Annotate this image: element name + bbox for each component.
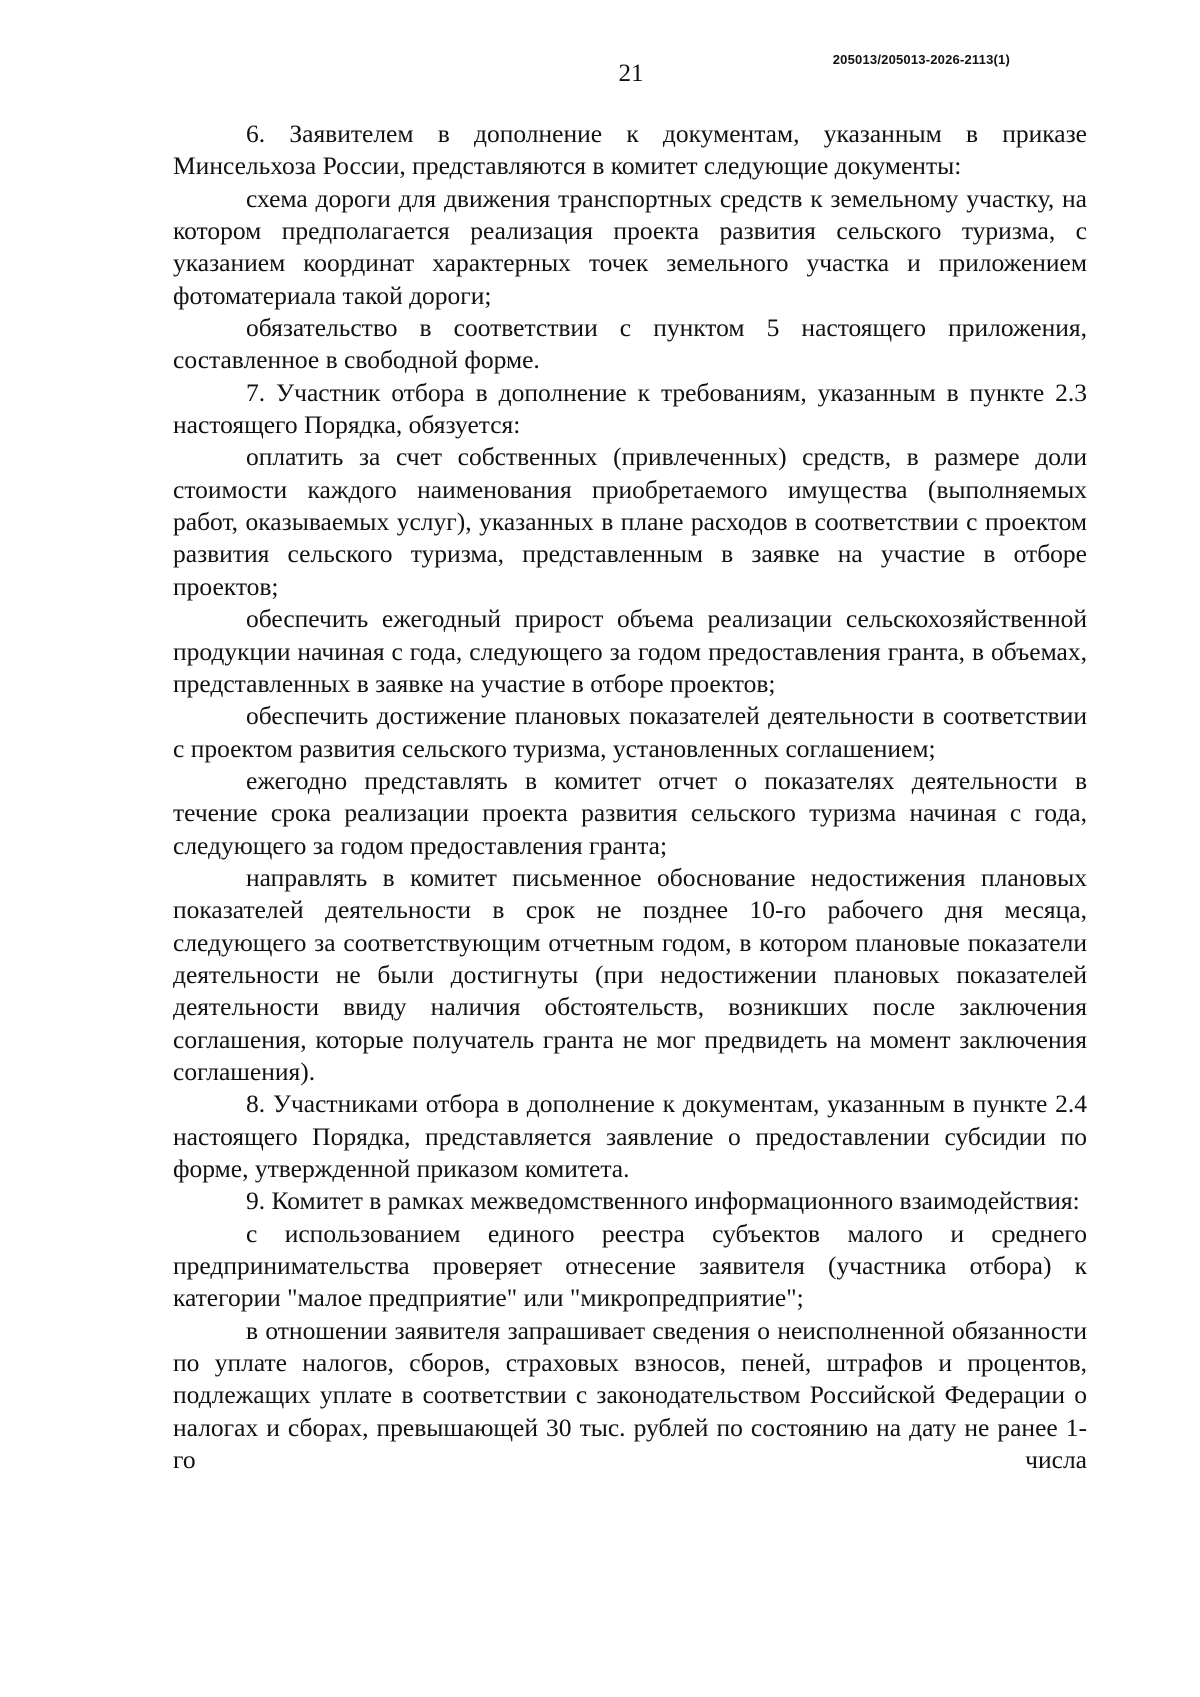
paragraph-road-scheme: схема дороги для движения транспортных средств к земельному участку, на котором предполагается реализация проекта развития сельского туризма, с указанием координат характерных точек земельного участка и приложением фотоматериала такой дороги; [173, 183, 1087, 310]
paragraph-tax-arrears: в отношении заявителя запрашивает сведения о неисполненной обязанности по уплате налогов, сборов, страховых взносов, пеней, штрафов и процентов, подлежащих уплате в соответствии с законодательством Российской Федерации о налогах и сборах, превышающей 30 тыс. рублей по состоянию на дату не ранее 1-го числа [173, 1315, 1087, 1475]
paragraph-pay-share: оплатить за счет собственных (привлеченных) средств, в размере доли стоимости каждого наименования приобретаемого имущества (выполняемых работ, оказываемых услуг), указанных в плане расходов в соответствии с проектом развития сельского туризма, представленным в заявке на участие в отборе проектов; [173, 442, 1087, 601]
paragraph-sme-registry: с использованием единого реестра субъектов малого и среднего предпринимательства проверяет отнесение заявителя (участника отбора) к категории "малое предприятие" или "микропредприятие"; [173, 1218, 1087, 1313]
paragraph-9: 9. Комитет в рамках межведомственного информационного взаимодействия: [246, 1186, 1080, 1216]
paragraph-7: 7. Участник отбора в дополнение к требованиям, указанным в пункте 2.3 настоящего Порядка, обязуется: [173, 377, 1087, 440]
document-body [173, 118, 1087, 1476]
paragraph-annual-report: ежегодно представлять в комитет отчет о показателях деятельности в течение срока реализации проекта развития сельского туризма начиная с года, следующего за годом предоставления гранта; [173, 765, 1087, 860]
paragraph-obligation: обязательство в соответствии с пунктом 5 настоящего приложения, составленное в свободной форме. [173, 313, 1087, 375]
paragraph-planned-indicators: обеспечить достижение плановых показателей деятельности в соответствии с проектом развития сельского туризма, установленных соглашением; [173, 701, 1087, 763]
paragraph-6: 6. Заявителем в дополнение к документам, указанным в приказе Минсельхоза России, представляются в комитет следующие документы: [173, 119, 1087, 181]
paragraph-annual-growth: обеспечить ежегодный прирост объема реализации сельскохозяйственной продукции начиная с года, следующего за годом предоставления гранта, в объемах, представленных в заявке на участие в отборе проектов; [173, 604, 1087, 698]
document-id: 205013/205013-2026-2113(1) [832, 52, 1010, 67]
page-number: 21 [618, 60, 644, 87]
paragraph-justification: направлять в комитет письменное обоснование недостижения плановых показателей деятельности в срок не позднее 10-го рабочего дня месяца, следующего за соответствующим отчетным годом, в котором плановые показатели деятельности не были достигнуты (при недостижении плановых показателей деятельности ввиду наличия обстоятельств, возникших после заключения соглашения, которые получатель гранта не мог предвидеть на момент заключения соглашения). [173, 862, 1087, 1086]
paragraph-8: 8. Участниками отбора в дополнение к документам, указанным в пункте 2.4 настоящего Порядка, представляется заявление о предоставлении субсидии по форме, утвержденной приказом комитета. [173, 1089, 1087, 1183]
